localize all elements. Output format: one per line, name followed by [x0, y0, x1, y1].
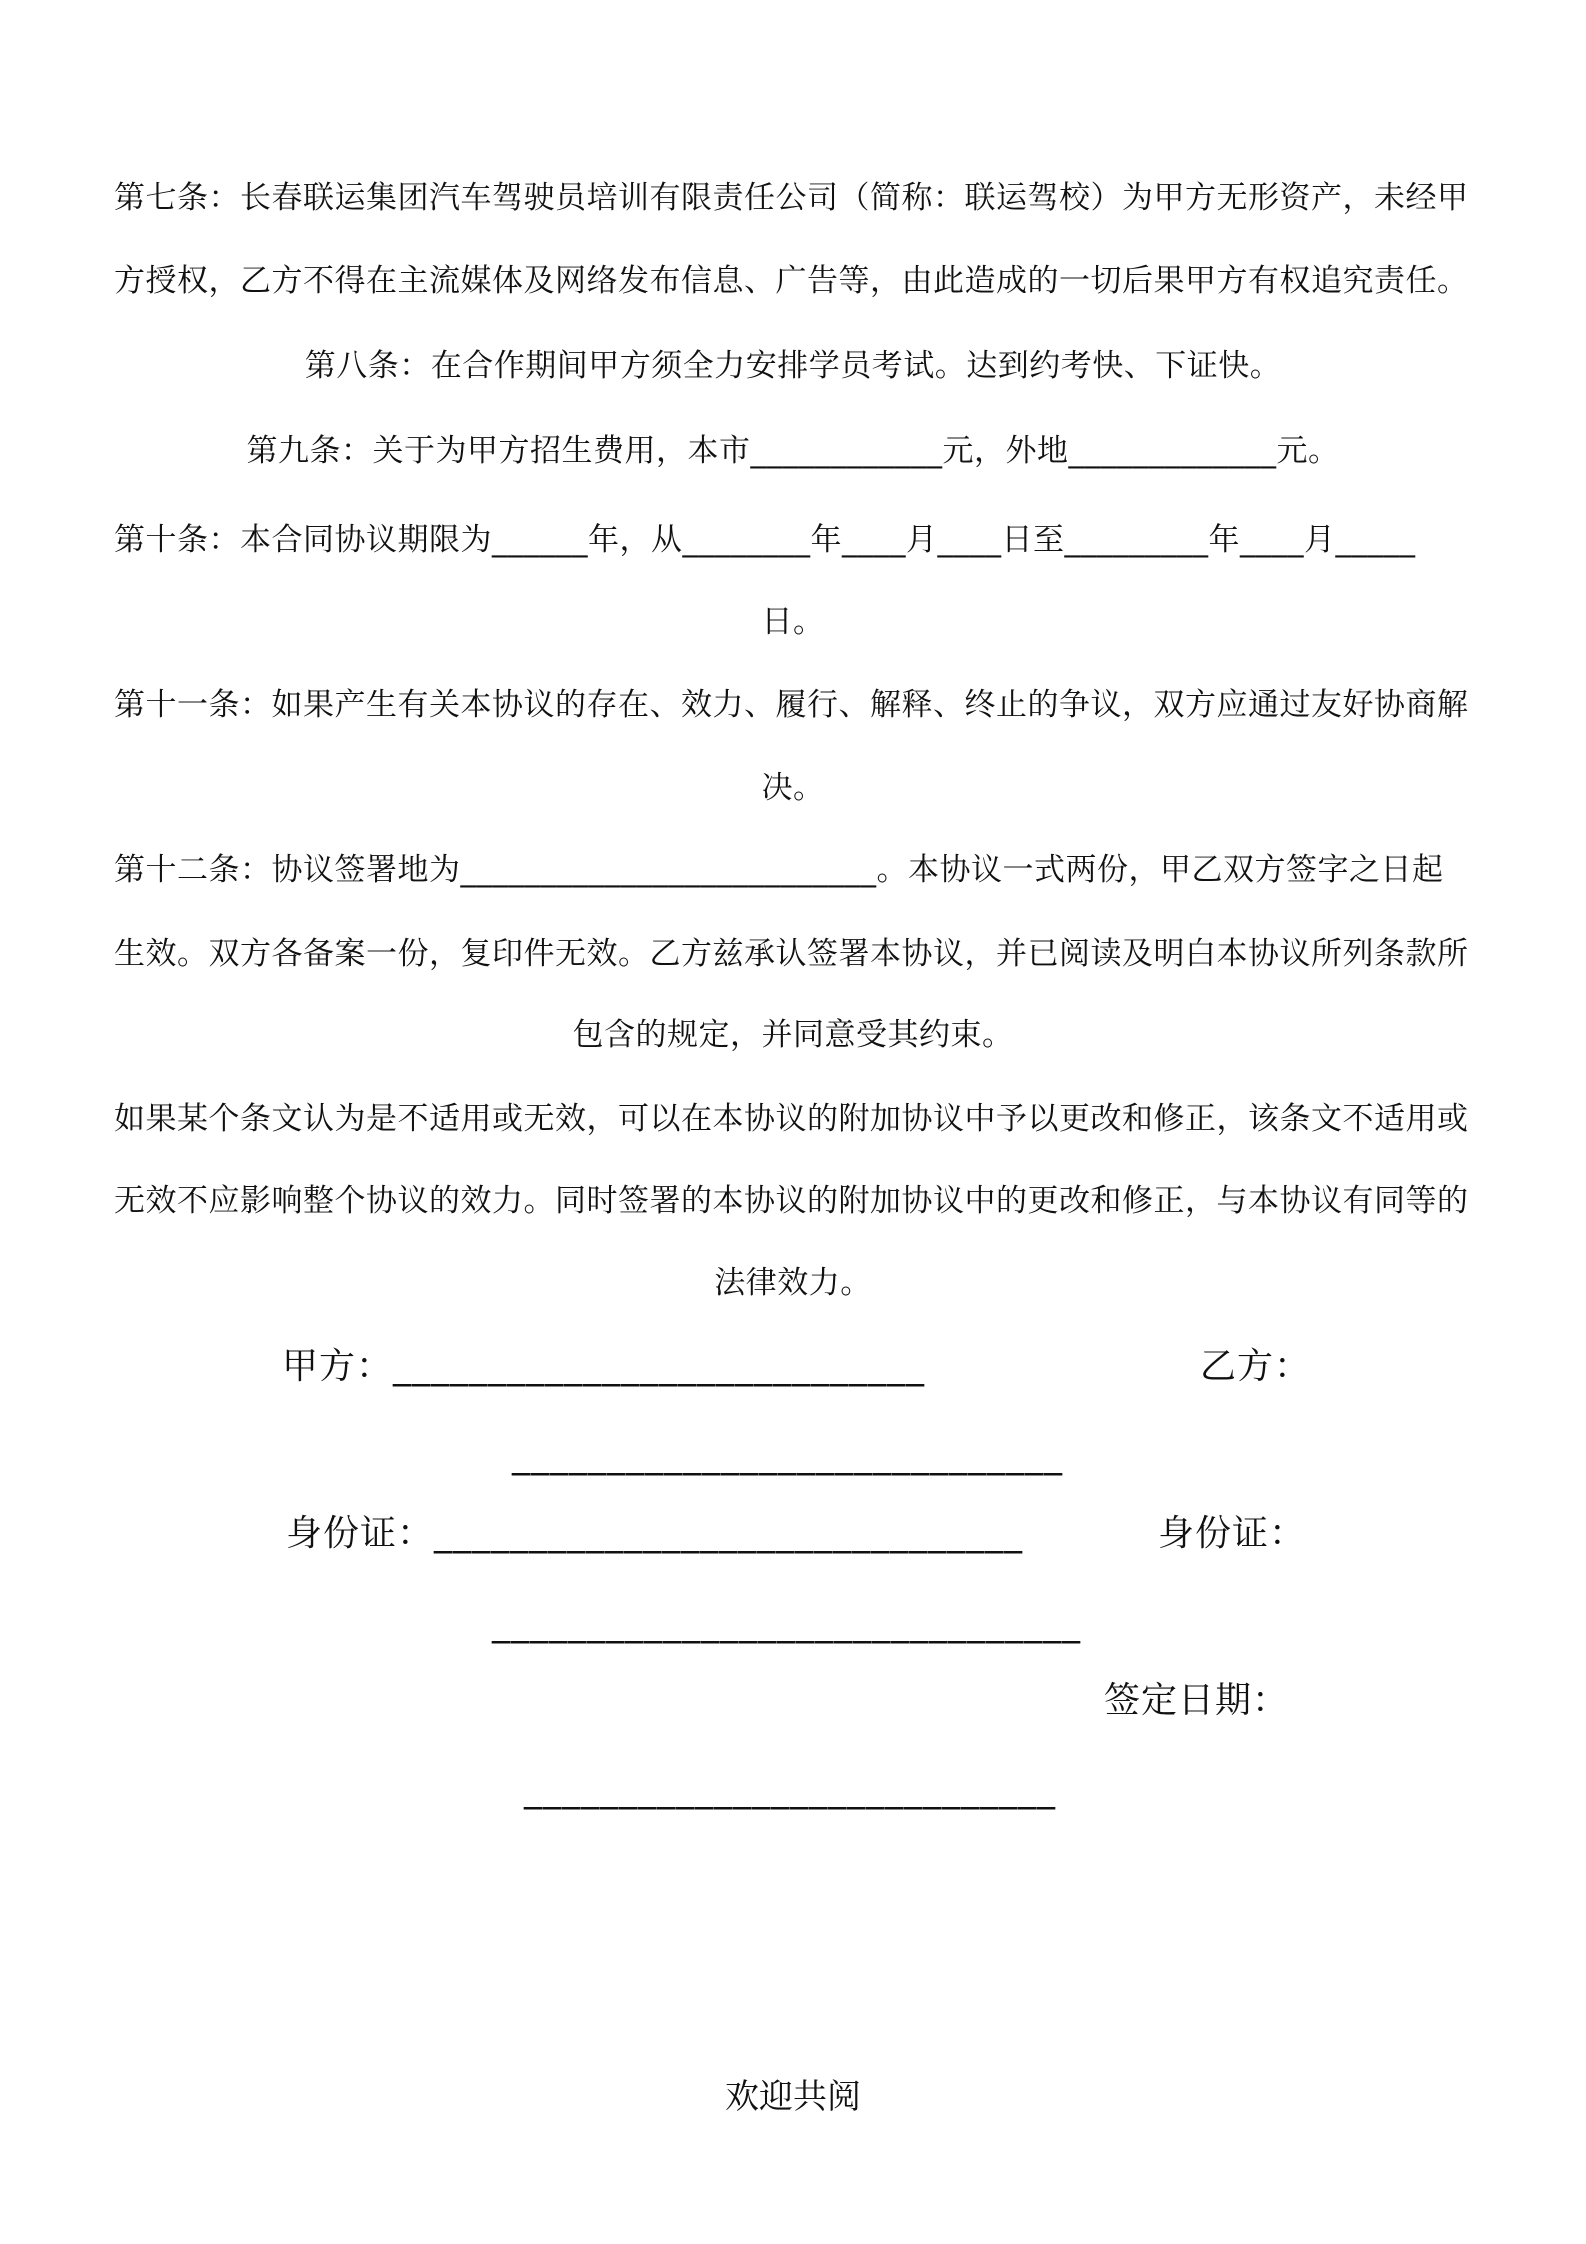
party-a-signature-line: 甲方：____________________________	[282, 1346, 926, 1387]
extra-clause-line-3: 法律效力。	[714, 1265, 872, 1301]
article-11-line-1: 第十一条：如果产生有关本协议的存在、效力、履行、解释、终止的争议，双方应通过友好协商解	[114, 687, 1469, 723]
party-b-id-blank: _______________________________	[492, 1603, 1081, 1644]
article-12-line-3: 包含的规定，并同意受其约束。	[572, 1017, 1014, 1053]
sign-date-blank: ____________________________	[524, 1769, 1056, 1810]
party-a-id-line: 身份证：_______________________________	[286, 1513, 1024, 1554]
party-b-signature-blank: _____________________________	[512, 1435, 1063, 1476]
article-7-line-2: 方授权，乙方不得在主流媒体及网络发布信息、广告等，由此造成的一切后果甲方有权追究责任。	[114, 263, 1469, 299]
extra-clause-line-2: 无效不应影响整个协议的效力。同时签署的本协议的附加协议中的更改和修正，与本协议有同等的	[114, 1183, 1469, 1219]
article-10-line-1: 第十条：本合同协议期限为______年，从________年____月____日至_________年____月_____	[114, 522, 1416, 558]
article-12-line-1: 第十二条：协议签署地为__________________________。本协议一式两份，甲乙双方签字之日起	[114, 852, 1444, 888]
sign-date-label: 签定日期：	[1104, 1680, 1290, 1721]
article-9: 第九条：关于为甲方招生费用，本市____________元，外地_____________元。	[246, 433, 1340, 469]
extra-clause-line-1: 如果某个条文认为是不适用或无效，可以在本协议的附加协议中予以更改和修正，该条文不适用或	[114, 1101, 1469, 1137]
article-8: 第八条：在合作期间甲方须全力安排学员考试。达到约考快、下证快。	[304, 348, 1282, 384]
party-b-id-label: 身份证：	[1158, 1513, 1307, 1554]
article-10-line-2: 日。	[761, 604, 825, 640]
article-7-line-1: 第七条：长春联运集团汽车驾驶员培训有限责任公司（简称：联运驾校）为甲方无形资产，未经甲	[114, 180, 1469, 216]
party-b-label: 乙方：	[1200, 1346, 1312, 1387]
article-12-line-2: 生效。双方各备案一份，复印件无效。乙方兹承认签署本协议，并已阅读及明白本协议所列条款所	[114, 936, 1469, 972]
footer-text: 欢迎共阅	[725, 2077, 861, 2117]
article-11-line-2: 决。	[761, 770, 825, 806]
